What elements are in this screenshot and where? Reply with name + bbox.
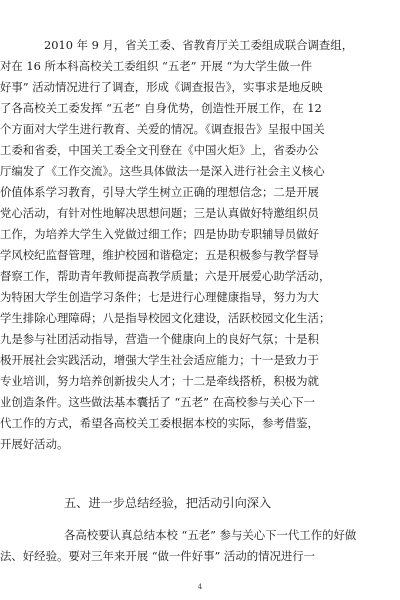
text-line: 专业培训，努力培养创新拔尖人才；十二是牵线搭桥，积极为就 [0, 374, 319, 388]
text-line: 工委和省委，中国关工委全文刊登在《中国火炬》上，省委办公 [0, 143, 319, 157]
text-line: 代工作的方式，希望各高校关工委根据本校的实际，参考借鉴， [0, 416, 319, 430]
text-line: 各高校要认真总结本校 “五老” 参与关心下一代工作的好做 [64, 528, 357, 542]
text-line: 督察工作，帮助青年教师提高教学质量；六是开展爱心助学活动， [0, 269, 331, 283]
text-line: 个方面对大学生进行教育、关爱的情况。《调查报告》呈报中国关 [0, 122, 325, 136]
text-line: 开展好活动。 [0, 437, 69, 451]
text-line: 党心活动，有针对性地解决思想问题；三是认真做好特邀组织员 [0, 206, 319, 220]
text-line: 业创造条件。这些做法基本囊括了 “五老” 在高校参与关心下一 [0, 395, 316, 409]
page-number: 4 [197, 583, 203, 591]
section-heading: 五、进一步总结经验，把活动引向深入 [64, 496, 272, 510]
text-line: 九是参与社团活动指导，营造一个健康向上的良好气氛；十是积 [0, 332, 319, 346]
text-line: 了各高校关工委发挥 “五老” 自身优势，创造性开展工作，在 12 [0, 101, 322, 115]
text-line: 学风校纪监督管理，维护校园和谐稳定；五是积极参与教学督导 [0, 248, 319, 262]
text-line: 法、好经验。要对三年来开展 “做一件好事” 活动的情况进行一 [0, 549, 316, 563]
text-line: 价值体系学习教育，引导大学生树立正确的理想信念；二是开展 [0, 185, 319, 199]
text-line: 为特困大学生创造学习条件；七是进行心理健康指导，努力为大 [0, 290, 319, 304]
text-line: 好事” 活动情况进行了调查，形成《调查报告》，实事求是地反映 [0, 80, 323, 94]
text-line: 厅编发了《工作交流》。这些具体做法一是深入进行社会主义核心 [0, 164, 325, 178]
text-line: 对在 16 所本科高校关工委组织 “五老” 开展 “为大学生做一件 [0, 59, 313, 73]
text-line: 极开展社会实践活动，增强大学生社会适应能力；十一是致力于 [0, 353, 319, 367]
text-line: 学生排除心理障碍；八是指导校园文化建设，活跃校园文化生活； [0, 311, 331, 325]
text-line: 工作，为培养大学生入党做过细工作；四是协助专职辅导员做好 [0, 227, 319, 241]
text-line: 2010 年 9 月，省关工委、省教育厅关工委组成联合调查组， [44, 38, 354, 52]
